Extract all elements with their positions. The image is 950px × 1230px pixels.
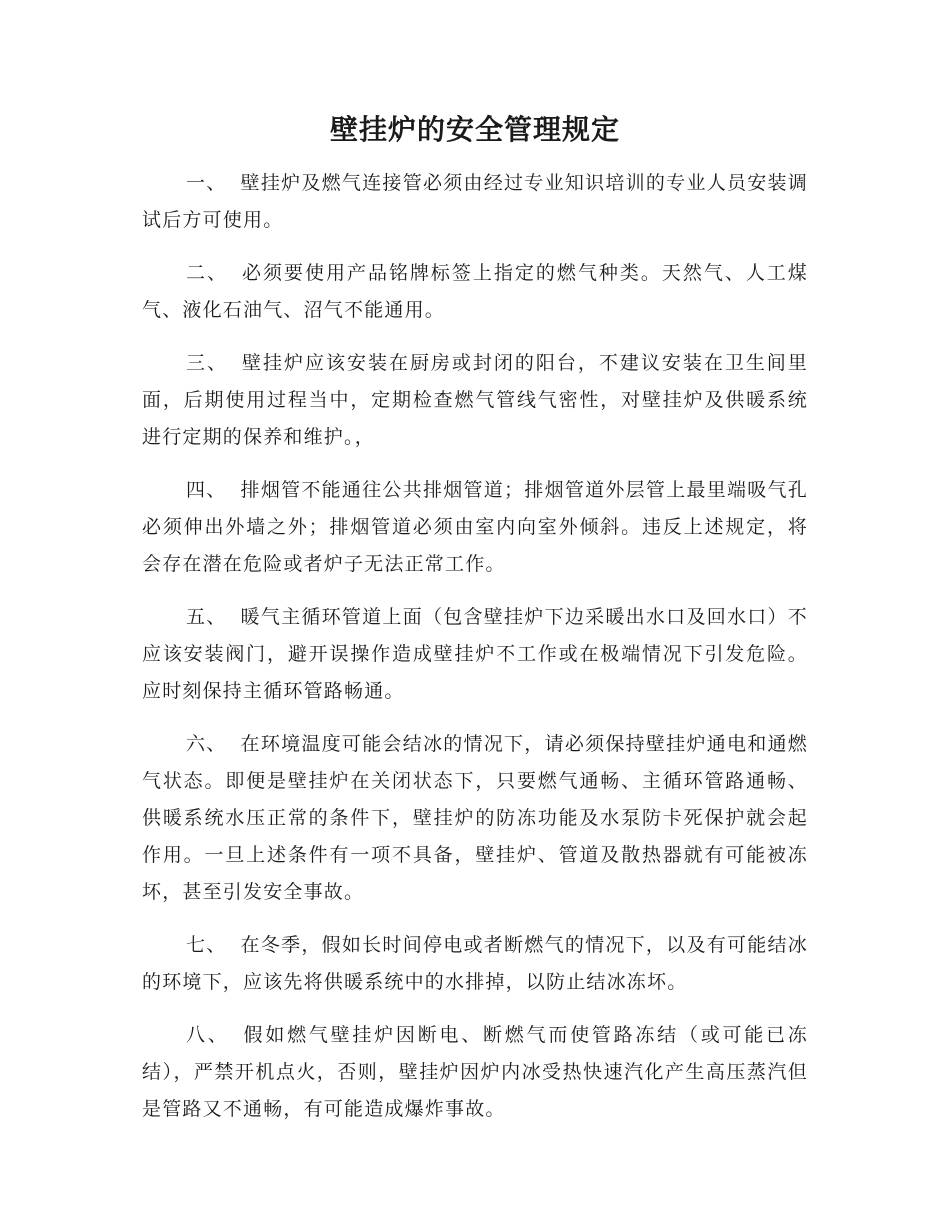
paragraph-4: [142, 472, 808, 583]
paragraph-5: [142, 599, 808, 710]
paragraph-number: 四、: [186, 479, 227, 501]
paragraph-number: 一、: [186, 172, 227, 194]
paragraph-text: 壁挂炉应该安装在厨房或封闭的阳台，不建议安装在卫生间里面，后期使用过程当中，定期检查燃气管线气密性，对壁挂炉及供暖系统进行定期的保养和维护。，: [142, 352, 809, 448]
paragraph-2: [142, 255, 808, 329]
document-body: [142, 165, 808, 1144]
paragraph-number: 七、: [186, 934, 227, 956]
paragraph-text: 必须要使用产品铭牌标签上指定的燃气种类。天然气、人工煤气、液化石油气、沼气不能通用。: [142, 262, 809, 321]
paragraph-number: 六、: [186, 733, 227, 755]
document-title: 壁挂炉的安全管理规定: [329, 113, 620, 146]
paragraph-text: 在环境温度可能会结冰的情况下，请必须保持壁挂炉通电和通燃气状态。即便是壁挂炉在关闭状态下，只要燃气通畅、主循环管路通畅、供暖系统水压正常的条件下，壁挂炉的防冻功能及水泵防卡死保护就会起作用。一旦上述条件有一项不具备，壁挂炉、管道及散热器就有可能被冻坏，甚至引发安全事故。: [142, 733, 808, 903]
paragraph-number: 八、: [186, 1024, 230, 1046]
paragraph-text: 在冬季，假如长时间停电或者断燃气的情况下，以及有可能结冰的环境下，应该先将供暖系统中的水排掉，以防止结冰冻坏。: [142, 934, 808, 993]
paragraph-text: 壁挂炉及燃气连接管必须由经过专业知识培训的专业人员安装调试后方可使用。: [142, 172, 808, 231]
paragraph-number: 三、: [186, 352, 228, 374]
paragraph-text: 排烟管不能通往公共排烟管道；排烟管道外层管上最里端吸气孔必须伸出外墙之外；排烟管道必须由室内向室外倾斜。违反上述规定，将会存在潜在危险或者炉子无法正常工作。: [142, 479, 808, 575]
paragraph-text: 暖气主循环管道上面（包含壁挂炉下边采暖出水口及回水口）不应该安装阀门，避开误操作造成壁挂炉不工作或在极端情况下引发危险。应时刻保持主循环管路畅通。: [142, 606, 808, 702]
paragraph-3: [142, 345, 808, 456]
paragraph-6: [142, 726, 808, 911]
paragraph-1: [142, 165, 808, 239]
paragraph-text: 假如燃气壁挂炉因断电、断燃气而使管路冻结（或可能已冻结），严禁开机点火，否则，壁挂炉因炉内冰受热快速汽化产生高压蒸汽但是管路又不通畅，有可能造成爆炸事故。: [142, 1024, 808, 1120]
paragraph-7: [142, 927, 808, 1001]
paragraph-8: [142, 1017, 808, 1128]
paragraph-number: 五、: [186, 606, 227, 628]
paragraph-number: 二、: [186, 262, 228, 284]
